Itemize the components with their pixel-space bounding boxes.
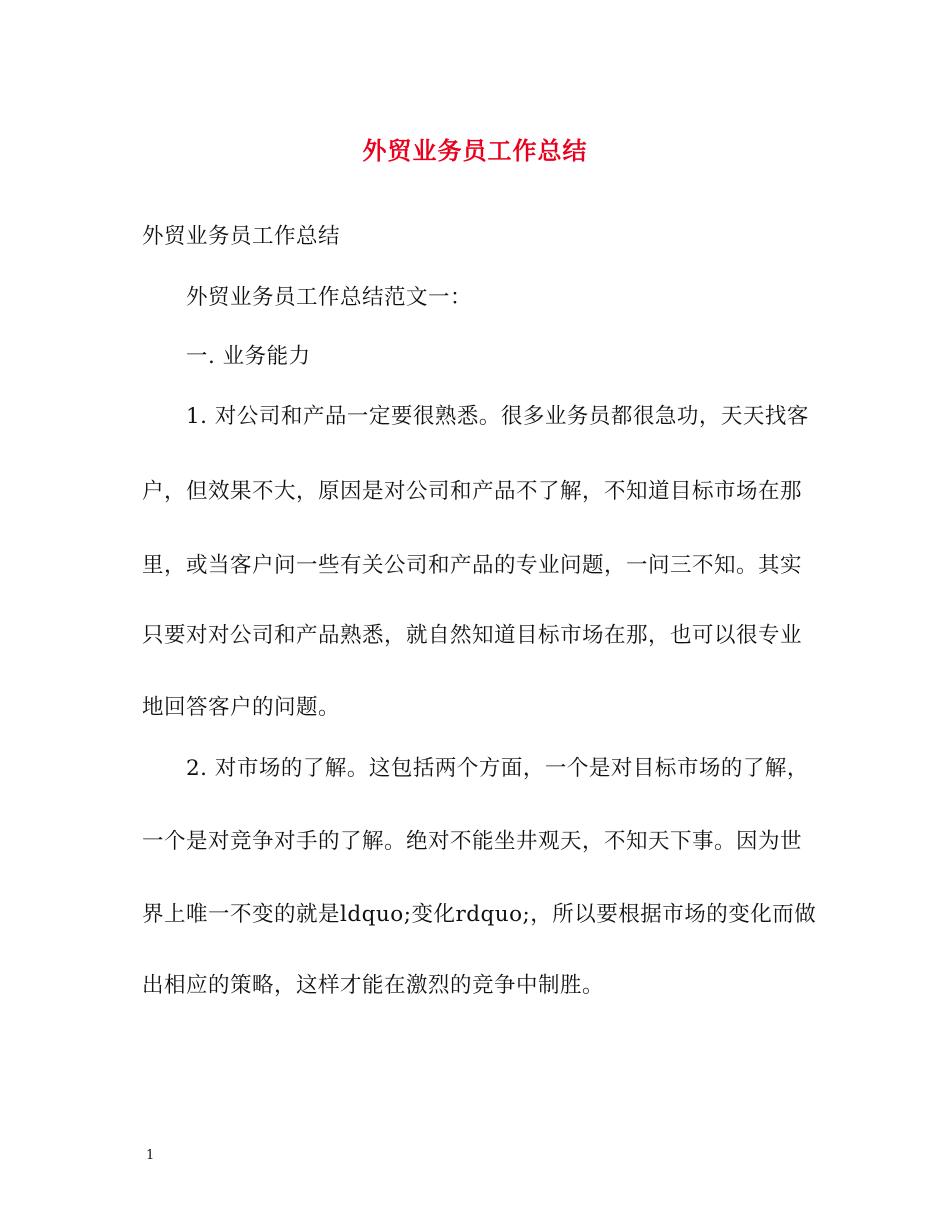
paragraph-line: 2. 对市场的了解。这包括两个方面，一个是对目标市场的了解， bbox=[186, 756, 809, 781]
sample-heading: 外贸业务员工作总结范文一： bbox=[186, 285, 473, 310]
document-title: 外贸业务员工作总结 bbox=[362, 136, 588, 165]
paragraph-line: 一个是对竞争对手的了解。绝对不能坐井观天，不知天下事。因为世 bbox=[142, 829, 803, 854]
paragraph-line: 里，或当客户问一些有关公司和产品的专业问题，一问三不知。其实 bbox=[142, 553, 803, 578]
paragraph-line: 界上唯一不变的就是ldquo;变化rdquo;，所以要根据市场的变化而做 bbox=[142, 902, 817, 927]
paragraph-line: 1. 对公司和产品一定要很熟悉。很多业务员都很急功，天天找客 bbox=[186, 404, 809, 429]
paragraph-line: 只要对对公司和产品熟悉，就自然知道目标市场在那，也可以很专业 bbox=[142, 623, 803, 648]
paragraph-line: 地回答客户的问题。 bbox=[142, 695, 341, 720]
document-subtitle: 外贸业务员工作总结 bbox=[142, 224, 341, 249]
section-heading: 一. 业务能力 bbox=[186, 344, 311, 369]
paragraph-line: 户，但效果不大，原因是对公司和产品不了解，不知道目标市场在那 bbox=[142, 479, 803, 504]
paragraph-line: 出相应的策略，这样才能在激烈的竞争中制胜。 bbox=[142, 973, 605, 998]
page-number: 1 bbox=[146, 1148, 155, 1163]
